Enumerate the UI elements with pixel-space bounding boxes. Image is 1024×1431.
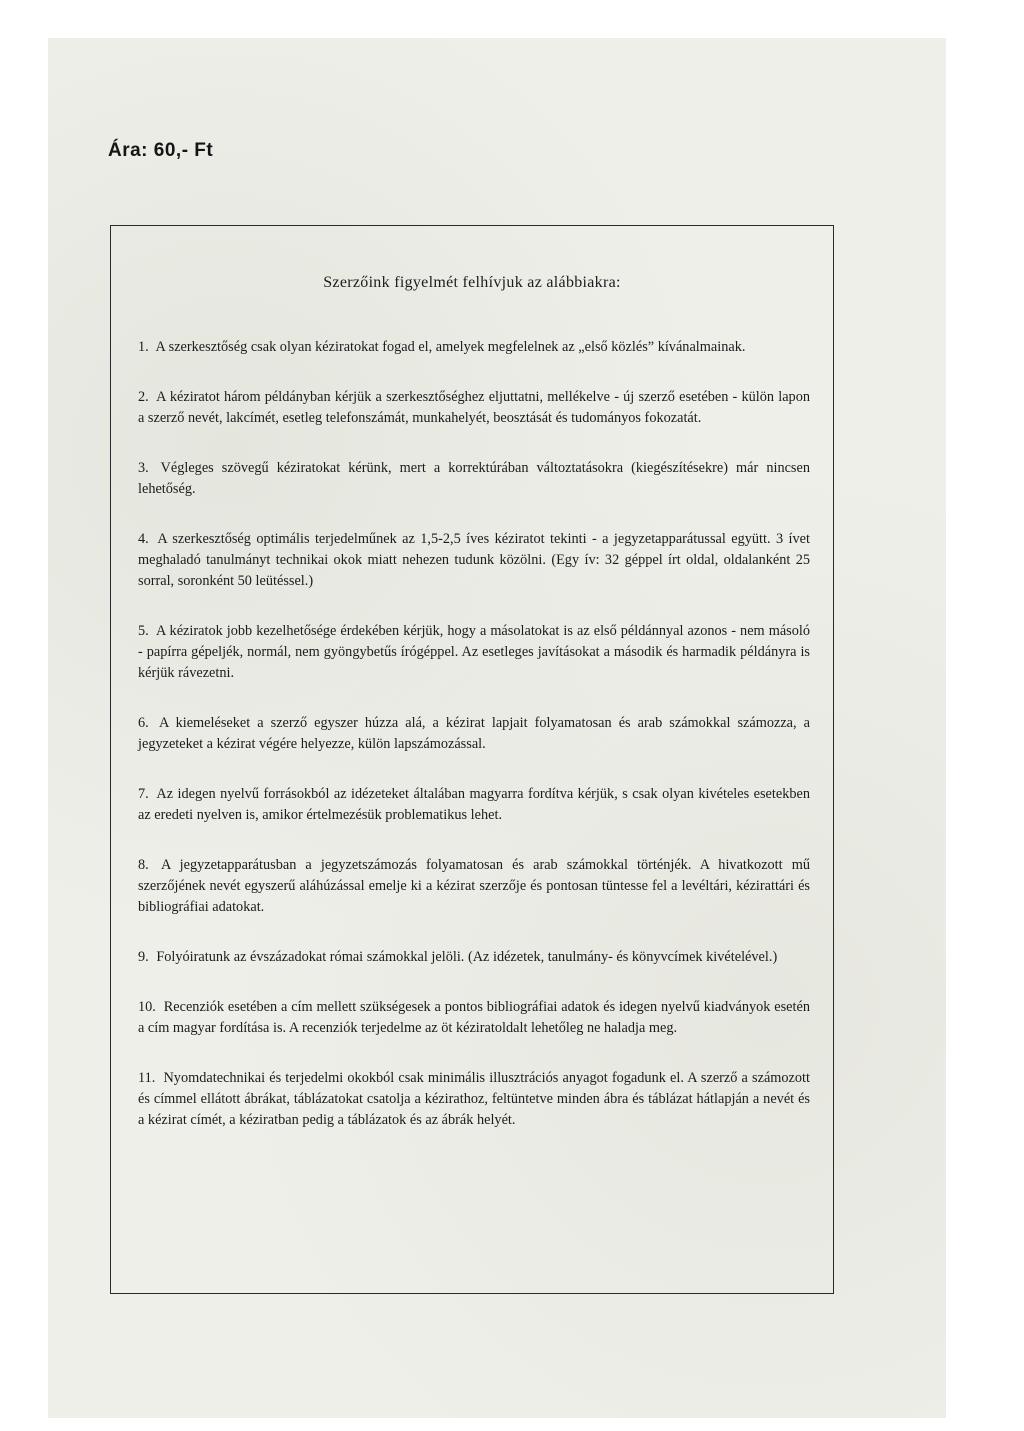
price-label: Ára: 60,- Ft <box>108 140 214 161</box>
item-number: 5. <box>138 623 149 639</box>
notice-item <box>138 784 810 826</box>
notice-box-bottom-border <box>110 1293 834 1294</box>
notice-item <box>138 1068 810 1131</box>
item-text: Nyomdatechnikai és terjedelmi okokból csak minimális illusztrációs anyagot fogadunk el. A szerző a számozott és címmel ellátott ábrákat, táblázatokat csatolja a kézirathoz, feltüntetve minden ábra és táblázat hátlapján a nevét és a kézirat címét, a kéziratban pedig a táblázatok és az ábrák helyét. <box>138 1070 810 1128</box>
item-text: A szerkesztőség optimális terjedelműnek az 1,5-2,5 íves kéziratot tekinti - a jegyzetapparátussal együtt. 3 ívet meghaladó tanulmányt technikai okok miatt nehezen tudunk közölni. (Egy ív: 32 géppel írt oldal, oldalanként 25 sorral, soronként 50 leütéssel.) <box>138 531 810 589</box>
notice-item <box>138 387 810 429</box>
notice-list <box>138 337 810 1160</box>
item-text: A jegyzetapparátusban a jegyzetszámozás folyamatosan és arab számokkal történjék. A hivatkozott mű szerzőjének nevét egyszerű aláhúzással emelje ki a kézirat szerzője és pontosan tüntesse fel a levéltári, kézirattári és bibliográfiai adatokat. <box>138 857 810 915</box>
notice-box-right-border <box>833 225 834 1293</box>
item-text: A kéziratok jobb kezelhetősége érdekében kérjük, hogy a másolatokat is az első példánnyal azonos - nem másoló - papírra gépeljék, normál, nem gyöngybetűs írógéppel. Az esetleges javításokat a második és harmadik példányra is kérjük rávezetni. <box>138 623 810 681</box>
item-text: Az idegen nyelvű forrásokból az idézeteket általában magyarra fordítva kérjük, s csak olyan kivételes esetekben az eredeti nyelven is, amikor értelmezésük problematikus lehet. <box>138 786 810 823</box>
item-number: 4. <box>138 531 149 547</box>
item-text: A kéziratot három példányban kérjük a szerkesztőséghez eljuttatni, mellékelve - új szerző esetében - külön lapon a szerző nevét, lakcímét, esetleg telefonszámát, munkahelyét, beosztását és tudományos fokozatát. <box>138 389 810 426</box>
notice-item <box>138 529 810 592</box>
notice-item <box>138 713 810 755</box>
notice-box-left-border <box>110 225 111 1293</box>
item-number: 8. <box>138 857 149 873</box>
item-number: 1. <box>138 339 149 355</box>
item-text: A kiemeléseket a szerző egyszer húzza alá, a kézirat lapjait folyamatosan és arab számokkal számozza, a jegyzeteket a kézirat végére helyezze, külön lapszámozással. <box>138 715 810 752</box>
notice-heading: Szerzőink figyelmét felhívjuk az alábbiakra: <box>323 274 621 291</box>
item-number: 3. <box>138 460 149 476</box>
item-number: 10. <box>138 999 156 1015</box>
item-text: A szerkesztőség csak olyan kéziratokat fogad el, amelyek megfelelnek az „első közlés” kívánalmainak. <box>155 339 746 355</box>
item-number: 6. <box>138 715 149 731</box>
notice-item <box>138 337 810 358</box>
item-text: Végleges szövegű kéziratokat kérünk, mert a korrektúrában változtatásokra (kiegészítésekre) már nincsen lehetőség. <box>138 460 810 497</box>
notice-item <box>138 621 810 684</box>
notice-box-top-border <box>110 225 834 226</box>
item-number: 2. <box>138 389 149 405</box>
item-number: 7. <box>138 786 149 802</box>
notice-item <box>138 855 810 918</box>
item-text: Folyóiratunk az évszázadokat római számokkal jelöli. (Az idézetek, tanulmány- és könyvcímek kivételével.) <box>156 949 778 965</box>
notice-item <box>138 947 810 968</box>
item-text: Recenziók esetében a cím mellett szükségesek a pontos bibliográfiai adatok és idegen nyelvű kiadványok esetén a cím magyar fordítása is. A recenziók terjedelme az öt kéziratoldalt lehetőleg ne haladja meg. <box>138 999 810 1036</box>
item-number: 11. <box>138 1070 156 1086</box>
item-number: 9. <box>138 949 149 965</box>
notice-item <box>138 997 810 1039</box>
notice-item <box>138 458 810 500</box>
